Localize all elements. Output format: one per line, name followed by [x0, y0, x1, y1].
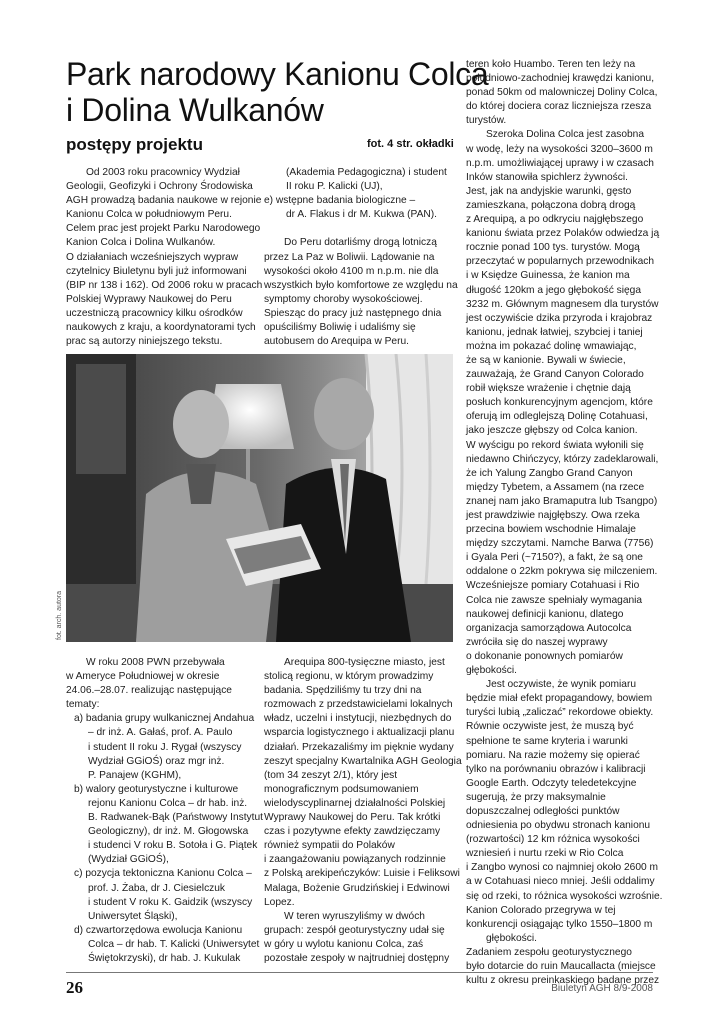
column-2-bottom — [264, 656, 462, 966]
text-line: do której dociera coraz liczniejsza rzesza — [466, 101, 652, 113]
text-line: AGH prowadzą badania naukowe w rejonie — [66, 195, 262, 207]
text-line: ponad 50km od malowniczej Doliny Colca, — [466, 87, 658, 99]
text-line: teren koło Huambo. Teren ten leży na — [466, 59, 636, 70]
text-line: naukowej definicji kanionu, dlatego — [466, 608, 624, 620]
text-line: spełnione te same kryteria i warunki — [466, 735, 628, 747]
text-line: Wcześniejsze pomiary Cotahuasi i Rio — [466, 580, 640, 592]
article-subtitle: postępy projektu — [66, 135, 203, 154]
text-line: i student V roku K. Gaidzik (wszyscy — [88, 896, 253, 908]
text-line: władz, uczelni i instytucji, niezbędnych do — [264, 713, 452, 725]
text-line: turystów. — [466, 115, 507, 127]
column-1-top — [66, 166, 271, 349]
text-line: głębokości. — [486, 932, 537, 944]
photo-note: fot. 4 str. okładki — [367, 138, 454, 150]
text-line: rejonu Kanionu Colca – dr hab. inż. — [88, 797, 248, 809]
text-line: pomiaru. Na razie możemy się opierać — [466, 749, 640, 761]
text-line: (rozwartości) 12 km różnica wysokości — [466, 834, 640, 846]
text-line: Kanion Colorado przegrywa w tej — [466, 904, 616, 916]
text-line: O działaniach wcześniejszych wypraw — [66, 251, 239, 263]
text-line: w góry u wylotu kanionu Colca, zaś — [264, 938, 424, 950]
text-line: Uniwersytet Śląski), — [88, 910, 178, 922]
text-line: konkurencji osiągając tylko 1550–1800 m — [466, 918, 653, 930]
text-line: monograficznym podsumowaniem — [264, 783, 419, 795]
text-line: (tom 34 zeszyt 2/1), który jest — [264, 769, 398, 781]
text-line: wszystkich było komfortowe ze względu na — [264, 279, 458, 291]
text-line: B. Radwanek-Bąk (Państwowy Instytut — [88, 812, 263, 824]
text-line: Od 2003 roku pracownicy Wydział — [86, 167, 240, 178]
text-line: Spiesząc do pracy już następnego dnia — [264, 307, 442, 319]
text-line: jest oczywiście dzika przyroda i krajobraz — [466, 312, 653, 324]
text-line: W roku 2008 PWN przebywała — [86, 657, 225, 668]
text-line: n.p.m. umożliwiającej uprawy i w czasach — [466, 157, 654, 169]
text-line: dr A. Flakus i dr M. Kukwa (PAN). — [286, 209, 437, 221]
text-line: c) pozycja tektoniczna Kanionu Colca – — [74, 868, 252, 880]
text-line: pozostałe zespoły w najtrudniej dostępny — [264, 952, 450, 964]
text-line: Jest, jak na andyjskie warunki, gęsto — [466, 185, 632, 197]
text-line: czytelnicy Biuletynu byli już informowani — [66, 265, 247, 277]
text-line: Wyprawy Naukowej do Peru. Tak krótki — [264, 812, 441, 824]
text-line: robił większe wrażenie i chętnie dają — [466, 383, 631, 395]
text-line: turyści lubią „zaliczać” rekordowe obiekty. — [466, 707, 654, 719]
text-line: z Arequipą, a po odkryciu najgłębszego — [466, 214, 644, 226]
text-line: długość 120km a jego głębokość sięga — [466, 284, 641, 296]
text-line: w wodę, leży na wysokości 3200–3600 m — [466, 143, 653, 155]
text-line: Zadaniem zespołu geoturystycznego — [466, 946, 632, 958]
column-2-top — [264, 166, 458, 349]
text-line: tematy: — [66, 699, 100, 711]
text-line: prac są autorzy niniejszego tekstu. — [66, 336, 223, 348]
text-line: kanionu świata przez Polaków odwiedza ją — [466, 228, 660, 240]
text-line: (Wydział GGiOŚ), — [88, 854, 169, 866]
photo-illustration — [66, 354, 453, 642]
text-line: 24.06.–28.07. realizując następujące — [66, 685, 232, 697]
journal-name: Biuletyn AGH 8/9-2008 — [551, 983, 653, 994]
text-line: e) wstępne badania biologiczne – — [264, 195, 416, 207]
text-line: Arequipa 800-tysięczne miasto, jest — [284, 657, 445, 668]
text-line: naukowych z kraju, a koordynatorami tych — [66, 322, 256, 334]
text-line: Geologiczny), dr inż. M. Głogowska — [88, 826, 249, 838]
text-line: Świętokrzyski), dr hab. J. Kukulak — [88, 952, 241, 964]
text-line: Colca – dr hab. T. Kalicki (Uniwersytet — [88, 938, 260, 950]
column-3 — [466, 58, 663, 988]
text-line: się od rzeki, to różnica wysokości wzrośnie. — [466, 890, 663, 902]
text-line: kultu z okresu preinkaskiego badane przez — [466, 975, 660, 987]
text-line: i Gyala Peri (~7150?), a fakt, że są one — [466, 552, 643, 564]
text-line: przecina bowiem wschodnie Himalaje — [466, 524, 636, 536]
text-line: (Akademia Pedagogiczna) i student — [286, 167, 447, 178]
text-line: południowo-zachodniej krawędzi kanionu, — [466, 73, 655, 85]
text-line: posłuch konkurencyjnym agencjom, które — [466, 397, 653, 409]
text-line: Lopez. — [264, 896, 295, 908]
text-line: Wydział GGiOŚ) oraz mgr inż. — [88, 755, 225, 767]
text-line: rozmowach z przedstawicielami lokalnych — [264, 699, 453, 711]
text-line: niedawno Chińczycy, którzy zadeklarowali, — [466, 453, 659, 465]
text-line: działań. Przekazaliśmy im pięknie wydany — [264, 741, 454, 753]
text-line: rocznie ponad 100 tys. turystów. Mogą — [466, 242, 640, 254]
text-line: uczestniczą pracownicy kilku ośrodków — [66, 307, 243, 319]
text-line: znanej nam jako Bramaputra lub Tsangpo) — [466, 495, 658, 507]
text-line: autobusem do Arequipa w Peru. — [264, 336, 409, 348]
text-line: że ich Yalung Zangbo Grand Canyon — [466, 467, 633, 479]
text-line: odniesienia po obydwu stronach kanionu — [466, 820, 651, 832]
text-line: grupach: zespół geoturystyczny udał się — [264, 924, 445, 936]
text-line: stolicą regionu, w którym prowadzimy — [264, 671, 434, 683]
text-line: P. Panajew (KGHM), — [88, 769, 182, 781]
text-line: że są w kanionie. Bywali w świecie, — [466, 354, 626, 366]
text-line — [264, 222, 454, 236]
text-line: jako jeszcze głębszy od Colca kanion. — [466, 425, 638, 437]
text-line: w Ameryce Południowej w okresie — [66, 671, 220, 683]
text-line: z Polską arekipeńczyków: Luisie i Feliksowi — [264, 868, 460, 880]
text-line: i student II roku J. Rygał (wszyscy — [88, 741, 242, 753]
text-line: Celem prac jest projekt Parku Narodowego — [66, 223, 261, 235]
title-line-1: Park narodowy Kanionu Colca — [66, 56, 489, 92]
text-line: prof. J. Żaba, dr J. Ciesielczuk — [88, 882, 226, 894]
text-line: W teren wyruszyliśmy w dwóch — [284, 910, 425, 922]
text-line: zeszyt specjalny Kwartalnika AGH Geologia — [264, 755, 462, 767]
text-line: zwróciła się do naszej wyprawy — [466, 636, 608, 648]
text-line: Google Earth. Odczyty teledetekcyjne — [466, 777, 637, 789]
text-line: było dotarcie do ruin Maucallacta (miejsce — [466, 961, 656, 972]
text-line: Kanion Colca i Dolina Wulkanów. — [66, 237, 216, 249]
text-line: W wyścigu po rekord świata wyłonili się — [466, 439, 644, 451]
text-line: wielodyscyplinarnej działalności Polskiej — [264, 797, 446, 809]
text-line: przez La Paz w Boliwii. Lądowanie na — [264, 251, 435, 263]
text-line: jest prawdziwie najgłębszy. Owa rzeka — [466, 510, 640, 521]
text-line: wzniesień i nurtu rzeki w Rio Colca — [466, 848, 624, 860]
text-line: Inków stanowiła spichlerz żywności. — [466, 171, 628, 183]
text-line: zauważają, że Grand Canyon Colorado — [466, 369, 644, 381]
text-line: oddalone o 22km pokrywa się milczeniem. — [466, 566, 658, 578]
text-line: zamieszkana, połączona dobrą drogą — [466, 199, 636, 211]
text-line: będzie miał efekt propagandowy, bowiem — [466, 693, 653, 705]
text-line: 3232 m. Głównym magnesem dla turystów — [466, 298, 659, 310]
text-line: czas i pozytywne efekty zawdzięczamy — [264, 826, 441, 838]
text-line: Równie oczywiste jest, że muszą być — [466, 721, 634, 733]
text-line: badania. Spędziliśmy tu trzy dni na — [264, 685, 422, 697]
text-line: a) badania grupy wulkanicznej Andahua — [74, 713, 255, 725]
text-line: i studenci V roku B. Sotoła i G. Piątek — [88, 840, 258, 852]
text-line: – dr inż. A. Gałaś, prof. A. Paulo — [88, 727, 233, 739]
text-line: przeczytać w popularnych przewodnikach — [466, 256, 654, 268]
text-line: Malaga, Bożenie Grudzińskiej i Edwinowi — [264, 882, 450, 894]
text-line: sugerują, że przy maksymalnie — [466, 791, 606, 803]
text-line: i w Księdze Guinessa, że kanion ma — [466, 270, 630, 282]
footer-rule — [66, 972, 653, 973]
text-line: a w Cotahuasi nieco mniej. Jeśli oddalimy — [466, 876, 655, 888]
text-line: dopuszczalnej odległości punktów — [466, 805, 620, 817]
text-line: d) czwartorzędowa ewolucja Kanionu — [74, 924, 243, 936]
text-line: oferują im odleglejszą Dolinę Cotahuasi, — [466, 411, 648, 423]
text-line: II roku P. Kalicki (UJ), — [286, 181, 383, 193]
text-line: głębokości. — [466, 665, 517, 677]
text-line: między Tybetem, a Assamem (na rzece — [466, 481, 645, 493]
text-line: Geologii, Geofizyki i Ochrony Środowiska — [66, 181, 253, 193]
page-number: 26 — [66, 978, 83, 997]
text-line: b) walory geoturystyczne i kulturowe — [74, 783, 239, 795]
text-line: i zaangażowaniu powiązanych rodzinnie — [264, 854, 446, 866]
column-1-bottom — [66, 656, 271, 966]
text-line: organizacja samorządowa Autocolca — [466, 622, 632, 634]
text-line: symptomy choroby wysokościowej. — [264, 293, 423, 305]
text-line: Colca nie zawsze spełniały wymagania — [466, 594, 643, 606]
text-line: Szeroka Dolina Colca jest zasobna — [486, 129, 644, 141]
text-line: opuściliśmy Boliwię i udaliśmy się — [264, 322, 416, 334]
text-line: można im pokazać dolinę wmawiając, — [466, 340, 637, 352]
text-line: o dokonanie ponownych pomiarów — [466, 650, 623, 662]
text-line: Kanionu Colca w południowym Peru. — [66, 209, 232, 221]
text-line: Jest oczywiste, że wynik pomiaru — [486, 679, 637, 691]
text-line: tylko na porównaniu obrazów i kalibracji — [466, 763, 646, 775]
text-line: (BIP nr 138 i 162). Od 2006 roku w pracach — [66, 279, 263, 291]
text-line: wysokości około 4100 m n.p.m. nie dla — [264, 265, 439, 277]
text-line: również sympatii do Polaków — [264, 840, 395, 852]
photo-credit: fot. arch. autora — [56, 590, 63, 640]
text-line: Polskiej Wyprawy Naukowej do Peru — [66, 293, 232, 305]
title-line-2: i Dolina Wulkanów — [66, 92, 324, 128]
text-line: i Zangbo wynosi co najmniej około 2600 m — [466, 862, 658, 874]
text-line: między szczytami. Namche Barwa (7756) — [466, 538, 654, 550]
text-line: wsparcia logistycznego i aktualizacji planu — [264, 727, 455, 739]
article-photo — [66, 354, 453, 642]
text-line: kanionu, jednak łatwiej, szybciej i taniej — [466, 326, 643, 338]
text-line: Do Peru dotarliśmy drogą lotniczą — [284, 237, 437, 249]
